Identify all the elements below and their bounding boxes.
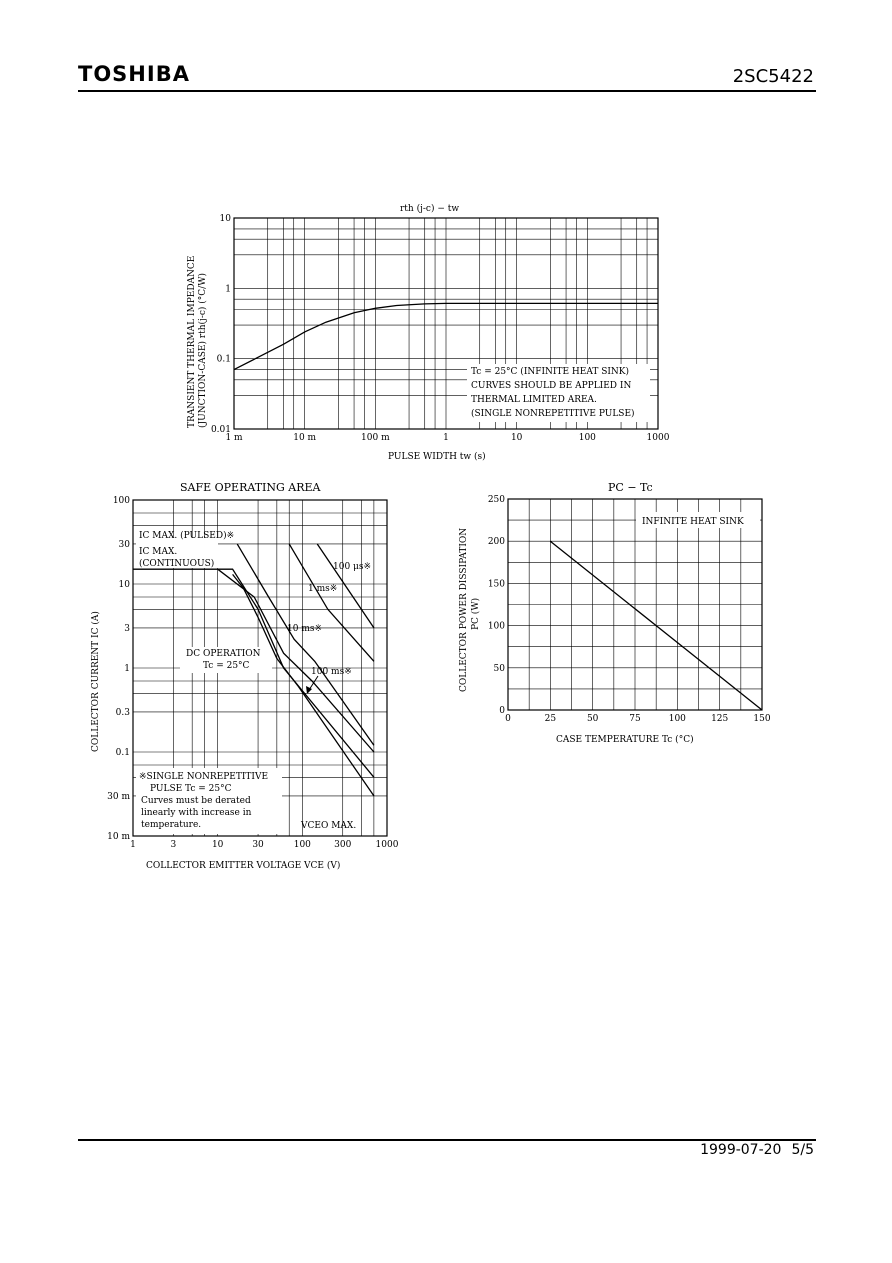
rth-y-tick: 0.1 xyxy=(216,354,231,365)
soa-label-10ms: 10 ms※ xyxy=(287,624,323,634)
soa-note-3: Curves must be derated xyxy=(141,796,251,806)
soa-x-tick: 1 xyxy=(130,840,136,850)
soa-y-tick: 10 xyxy=(118,580,130,590)
soa-y-tick: 1 xyxy=(124,664,130,674)
soa-title: SAFE OPERATING AREA xyxy=(180,481,321,494)
rth-y-tick: 0.01 xyxy=(210,425,231,435)
rth-note-1: Tc = 25°C (INFINITE HEAT SINK) xyxy=(471,367,630,377)
rth-x-tick: 100 xyxy=(578,433,596,443)
pc-y-tick: 150 xyxy=(487,579,505,590)
soa-label-1ms: 1 ms※ xyxy=(308,584,338,594)
rth-x-tick: 100 m xyxy=(361,433,390,443)
rth-x-tick: 1 m xyxy=(225,433,243,443)
rth-x-tick: 1000 xyxy=(646,433,670,443)
pc-y-tick: 0 xyxy=(499,706,505,716)
soa-y-tick: 0.3 xyxy=(115,707,130,718)
soa-note-1: ※SINGLE NONREPETITIVE xyxy=(139,772,269,782)
soa-note-2: PULSE Tc = 25°C xyxy=(150,784,232,794)
soa-y-tick: 30 m xyxy=(107,791,130,802)
pc-ticks xyxy=(488,495,771,724)
soa-label-100ms: 100 ms※ xyxy=(311,667,352,677)
soa-label-ic-cont-1: IC MAX. xyxy=(139,547,178,557)
soa-y-tick: 10 m xyxy=(107,832,130,842)
soa-label-ic-cont-2: (CONTINUOUS) xyxy=(139,559,215,569)
soa-label-dc-1: DC OPERATION xyxy=(186,649,261,659)
rth-y-tick: 10 xyxy=(219,214,231,224)
pc-legend: INFINITE HEAT SINK xyxy=(642,517,744,527)
rth-y-tick: 1 xyxy=(225,284,231,295)
soa-x-tick: 100 xyxy=(293,840,311,850)
soa-series-line-5 xyxy=(233,574,374,796)
pc-x-tick: 150 xyxy=(753,714,771,724)
pc-xlabel: CASE TEMPERATURE Tc (°C) xyxy=(556,735,694,745)
soa-ylabel: COLLECTOR CURRENT IC (A) xyxy=(91,611,101,752)
soa-label-dc-2: Tc = 25°C xyxy=(203,661,250,671)
rth-note-3: THERMAL LIMITED AREA. xyxy=(471,395,597,405)
footer-page: 5/5 xyxy=(791,1142,814,1158)
soa-x-tick: 30 xyxy=(252,840,264,850)
soa-x-tick: 3 xyxy=(170,840,177,850)
pc-y-tick: 50 xyxy=(493,663,505,674)
pc-y-tick: 250 xyxy=(487,495,505,505)
rth-ylabel-1: TRANSIENT THERMAL IMPEDANCE xyxy=(187,255,197,428)
rth-title: rth (j-c) − tw xyxy=(400,204,460,214)
pc-x-tick: 100 xyxy=(668,714,686,724)
soa-label-100us: 100 μs※ xyxy=(333,562,372,572)
footer-date: 1999-07-20 xyxy=(700,1142,782,1158)
rth-xlabel: PULSE WIDTH tw (s) xyxy=(388,452,486,462)
pc-x-tick: 125 xyxy=(711,714,729,724)
rth-note-4: (SINGLE NONREPETITIVE PULSE) xyxy=(471,409,635,419)
soa-x-tick: 300 xyxy=(334,840,352,850)
soa-label-vceo: VCEO MAX. xyxy=(301,821,357,831)
part-number: 2SC5422 xyxy=(732,66,814,87)
pc-title: PC − Tc xyxy=(608,481,653,494)
pc-y-tick: 100 xyxy=(487,621,505,632)
soa-100ms-arrow xyxy=(309,676,318,690)
soa-chart xyxy=(90,481,399,871)
rth-x-tick: 10 m xyxy=(293,433,317,443)
pc-y-tick: 200 xyxy=(487,537,505,548)
pc-x-tick: 50 xyxy=(586,714,599,724)
pc-x-tick: 0 xyxy=(505,714,511,724)
soa-label-ic-pulsed: IC MAX. (PULSED)※ xyxy=(139,531,235,541)
brand-logo: TOSHIBA xyxy=(78,62,190,86)
soa-x-tick: 1000 xyxy=(375,840,399,850)
pc-grid xyxy=(508,499,762,710)
soa-y-tick: 0.1 xyxy=(115,748,130,758)
soa-y-tick: 100 xyxy=(112,496,130,506)
pc-ylabel-1: COLLECTOR POWER DISSIPATION xyxy=(459,527,469,692)
soa-series-line-2 xyxy=(237,544,374,745)
pc-x-tick: 25 xyxy=(544,714,557,724)
pc-ylabel-2: PC (W) xyxy=(471,597,481,630)
pc-x-tick: 75 xyxy=(629,714,641,724)
soa-y-tick: 3 xyxy=(124,623,130,634)
soa-x-tick: 10 xyxy=(211,840,224,850)
rth-chart xyxy=(187,203,670,462)
rth-x-tick: 1 xyxy=(443,433,449,443)
rth-x-tick: 10 xyxy=(510,433,523,443)
rth-ylabel-2: (JUNCTION-CASE) rth(j-c) (°C/W) xyxy=(198,273,208,428)
rth-note-2: CURVES SHOULD BE APPLIED IN xyxy=(471,381,632,391)
soa-y-tick: 30 xyxy=(118,539,130,550)
pc-chart xyxy=(459,481,771,745)
soa-xlabel: COLLECTOR EMITTER VOLTAGE VCE (V) xyxy=(146,861,341,871)
soa-note-5: temperature. xyxy=(141,820,202,830)
soa-note-4: linearly with increase in xyxy=(141,808,252,818)
